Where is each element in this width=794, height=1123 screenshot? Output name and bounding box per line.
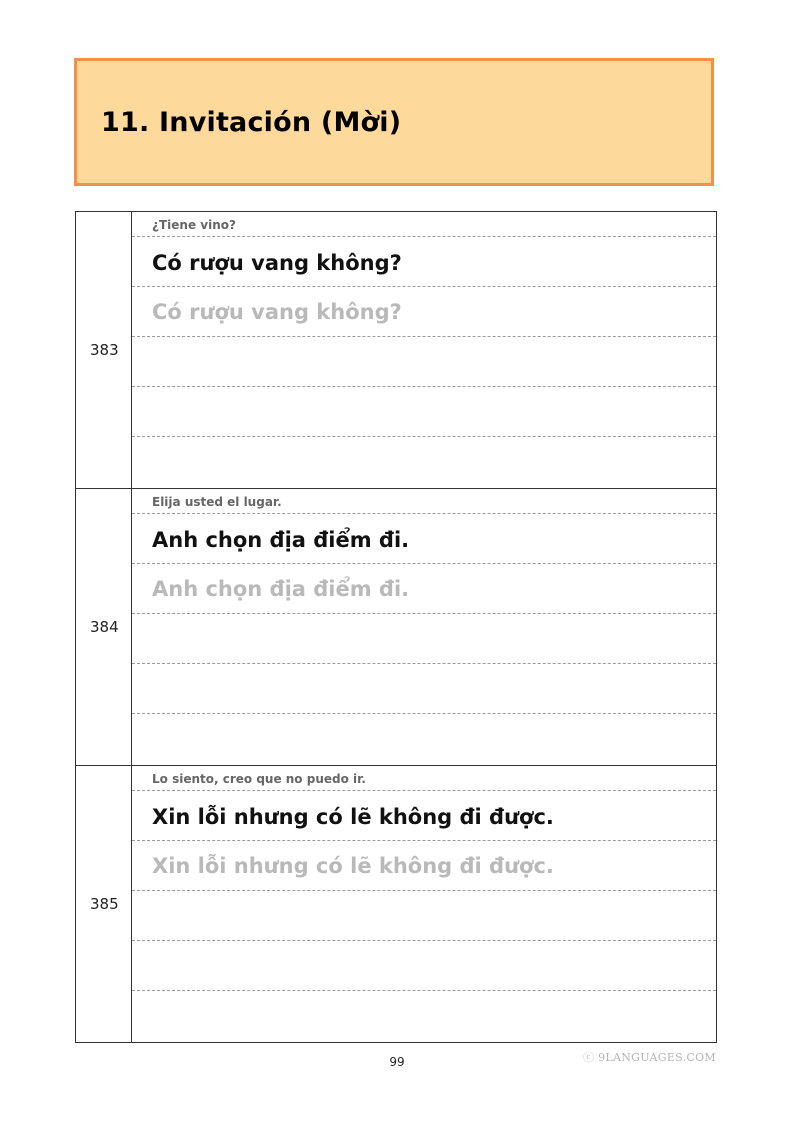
exercise-number-cell	[76, 212, 132, 488]
section-header	[74, 58, 714, 186]
blank-writing-line[interactable]	[132, 337, 716, 387]
spanish-prompt: ¿Tiene vino?	[152, 218, 236, 232]
exercise-number-cell	[76, 766, 132, 1042]
exercise-block	[75, 766, 717, 1043]
vietnamese-sentence: Xin lỗi nhưng có lẽ không đi được.	[152, 805, 554, 829]
trace-sentence: Anh chọn địa điểm đi.	[152, 577, 410, 601]
sentence-row	[132, 514, 716, 564]
page-number: 99	[389, 1055, 405, 1069]
blank-writing-line[interactable]	[132, 664, 716, 714]
prompt-row	[132, 489, 716, 514]
exercise-number: 384	[90, 618, 119, 636]
sentence-row	[132, 791, 716, 841]
exercise-number-cell	[76, 489, 132, 765]
writing-lines	[132, 212, 716, 487]
section-title: 11. Invitación (Mời)	[101, 107, 402, 138]
vietnamese-sentence: Anh chọn địa điểm đi.	[152, 528, 410, 552]
blank-writing-line[interactable]	[132, 991, 716, 1041]
blank-writing-line[interactable]	[132, 387, 716, 437]
sentence-row	[132, 237, 716, 287]
trace-row	[132, 287, 716, 337]
trace-sentence: Xin lỗi nhưng có lẽ không đi được.	[152, 854, 554, 878]
exercise-block	[75, 489, 717, 766]
blank-writing-line[interactable]	[132, 891, 716, 941]
vietnamese-sentence: Có rượu vang không?	[152, 251, 402, 275]
trace-row	[132, 564, 716, 614]
prompt-row	[132, 766, 716, 791]
spanish-prompt: Elija usted el lugar.	[152, 495, 282, 509]
blank-writing-line[interactable]	[132, 714, 716, 764]
writing-lines	[132, 489, 716, 764]
exercise-number: 385	[90, 895, 119, 913]
trace-row	[132, 841, 716, 891]
spanish-prompt: Lo siento, creo que no puedo ir.	[152, 772, 366, 786]
blank-writing-line[interactable]	[132, 614, 716, 664]
blank-writing-line[interactable]	[132, 941, 716, 991]
trace-sentence: Có rượu vang không?	[152, 300, 402, 324]
blank-writing-line[interactable]	[132, 437, 716, 487]
writing-lines	[132, 766, 716, 1041]
practice-table	[75, 211, 717, 1043]
prompt-row	[132, 212, 716, 237]
exercise-number: 383	[90, 341, 119, 359]
copyright-notice: ⓒ 9LANGUAGES.COM	[583, 1051, 716, 1064]
exercise-block	[75, 211, 717, 489]
